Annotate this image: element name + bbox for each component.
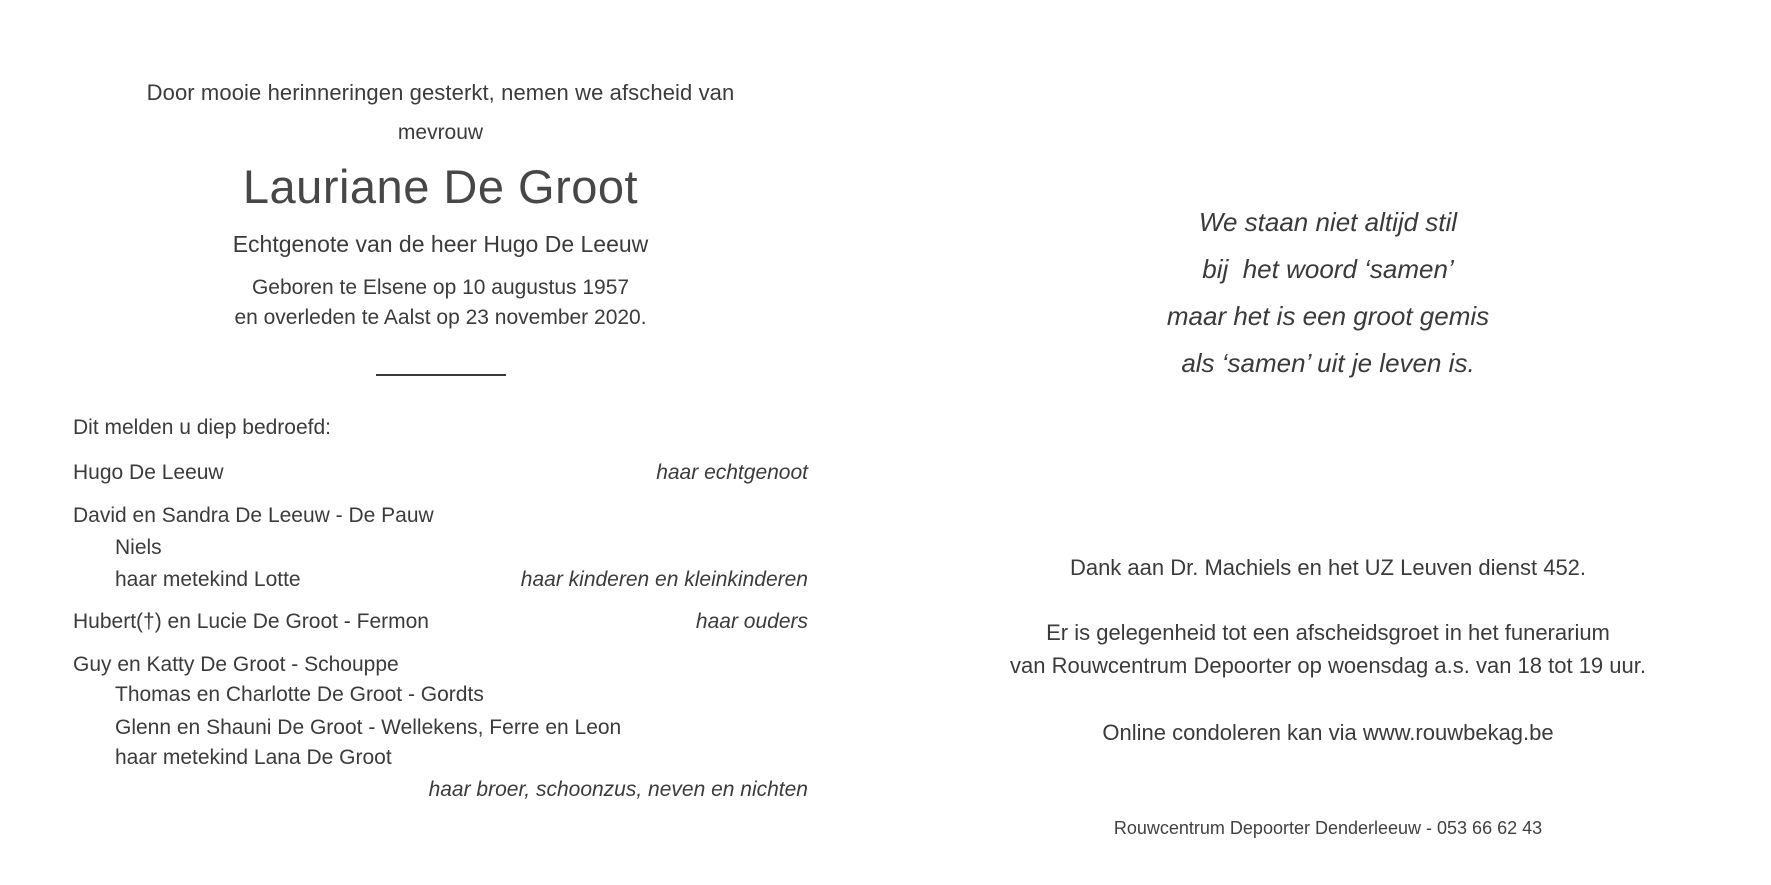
funeral-home-footer: Rouwcentrum Depoorter Denderleeuw - 053 66 62 43 [1113, 818, 1543, 838]
family-member: David en Sandra De Leeuw - De Pauw [73, 504, 434, 527]
family-relation: haar echtgenoot [656, 461, 808, 484]
family-row [73, 502, 808, 530]
poem-line: We staan niet altijd stil [1198, 207, 1458, 237]
family-member: Glenn en Shauni De Groot - Wellekens, Ferre en Leon [115, 716, 622, 739]
family-member: haar metekind Lana De Groot [115, 746, 392, 769]
family-row [73, 534, 808, 562]
family-relation: haar broer, schoonzus, neven en nichten [428, 778, 808, 801]
memorial-poem [983, 199, 1673, 387]
birth-line: Geboren te Elsene op 10 augustus 1957 [251, 276, 630, 299]
visitation-line-2: van Rouwcentrum Depoorter op woensdag a.s. van 18 tot 19 uur. [1010, 653, 1646, 678]
poem-line: bij het woord ‘samen’ [1202, 254, 1454, 284]
practical-section [983, 0, 1673, 885]
family-member: Thomas en Charlotte De Groot - Gordts [115, 683, 484, 706]
family-relation: haar kinderen en kleinkinderen [520, 568, 808, 591]
family-member: Niels [115, 536, 162, 559]
family-member: Hugo De Leeuw [73, 461, 224, 484]
visitation-line-1: Er is gelegenheid tot een afscheidsgroet in het funerarium [1046, 620, 1610, 645]
poem-line: maar het is een groot gemis [1166, 301, 1490, 331]
family-row [73, 608, 808, 636]
announcement-section [73, 0, 808, 885]
thanks-line: Dank aan Dr. Machiels en het UZ Leuven dienst 452. [1069, 555, 1587, 580]
family-relation: haar ouders [695, 610, 808, 633]
grief-intro: Dit melden u diep bedroefd: [73, 416, 331, 439]
family-row [73, 714, 808, 742]
death-line: en overleden te Aalst op 23 november 2020. [234, 306, 647, 329]
family-member: Hubert(†) en Lucie De Groot - Fermon [73, 610, 429, 633]
family-row [73, 651, 808, 679]
divider-line [376, 374, 506, 376]
family-row [73, 459, 808, 487]
family-row [73, 681, 808, 709]
deceased-name: Lauriane De Groot [242, 160, 639, 213]
family-row [73, 744, 808, 772]
intro-line: Door mooie herinneringen gesterkt, nemen we afscheid van [146, 80, 735, 105]
poem-line: als ‘samen’ uit je leven is. [1181, 348, 1475, 378]
family-member: haar metekind Lotte [115, 568, 301, 591]
spouse-line: Echtgenote van de heer Hugo De Leeuw [232, 231, 649, 257]
online-condolence-line: Online condoleren kan via www.rouwbekag.be [1102, 720, 1554, 745]
salutation: mevrouw [397, 121, 484, 144]
family-row [73, 776, 808, 804]
family-member: Guy en Katty De Groot - Schouppe [73, 653, 399, 676]
family-row [73, 566, 808, 594]
